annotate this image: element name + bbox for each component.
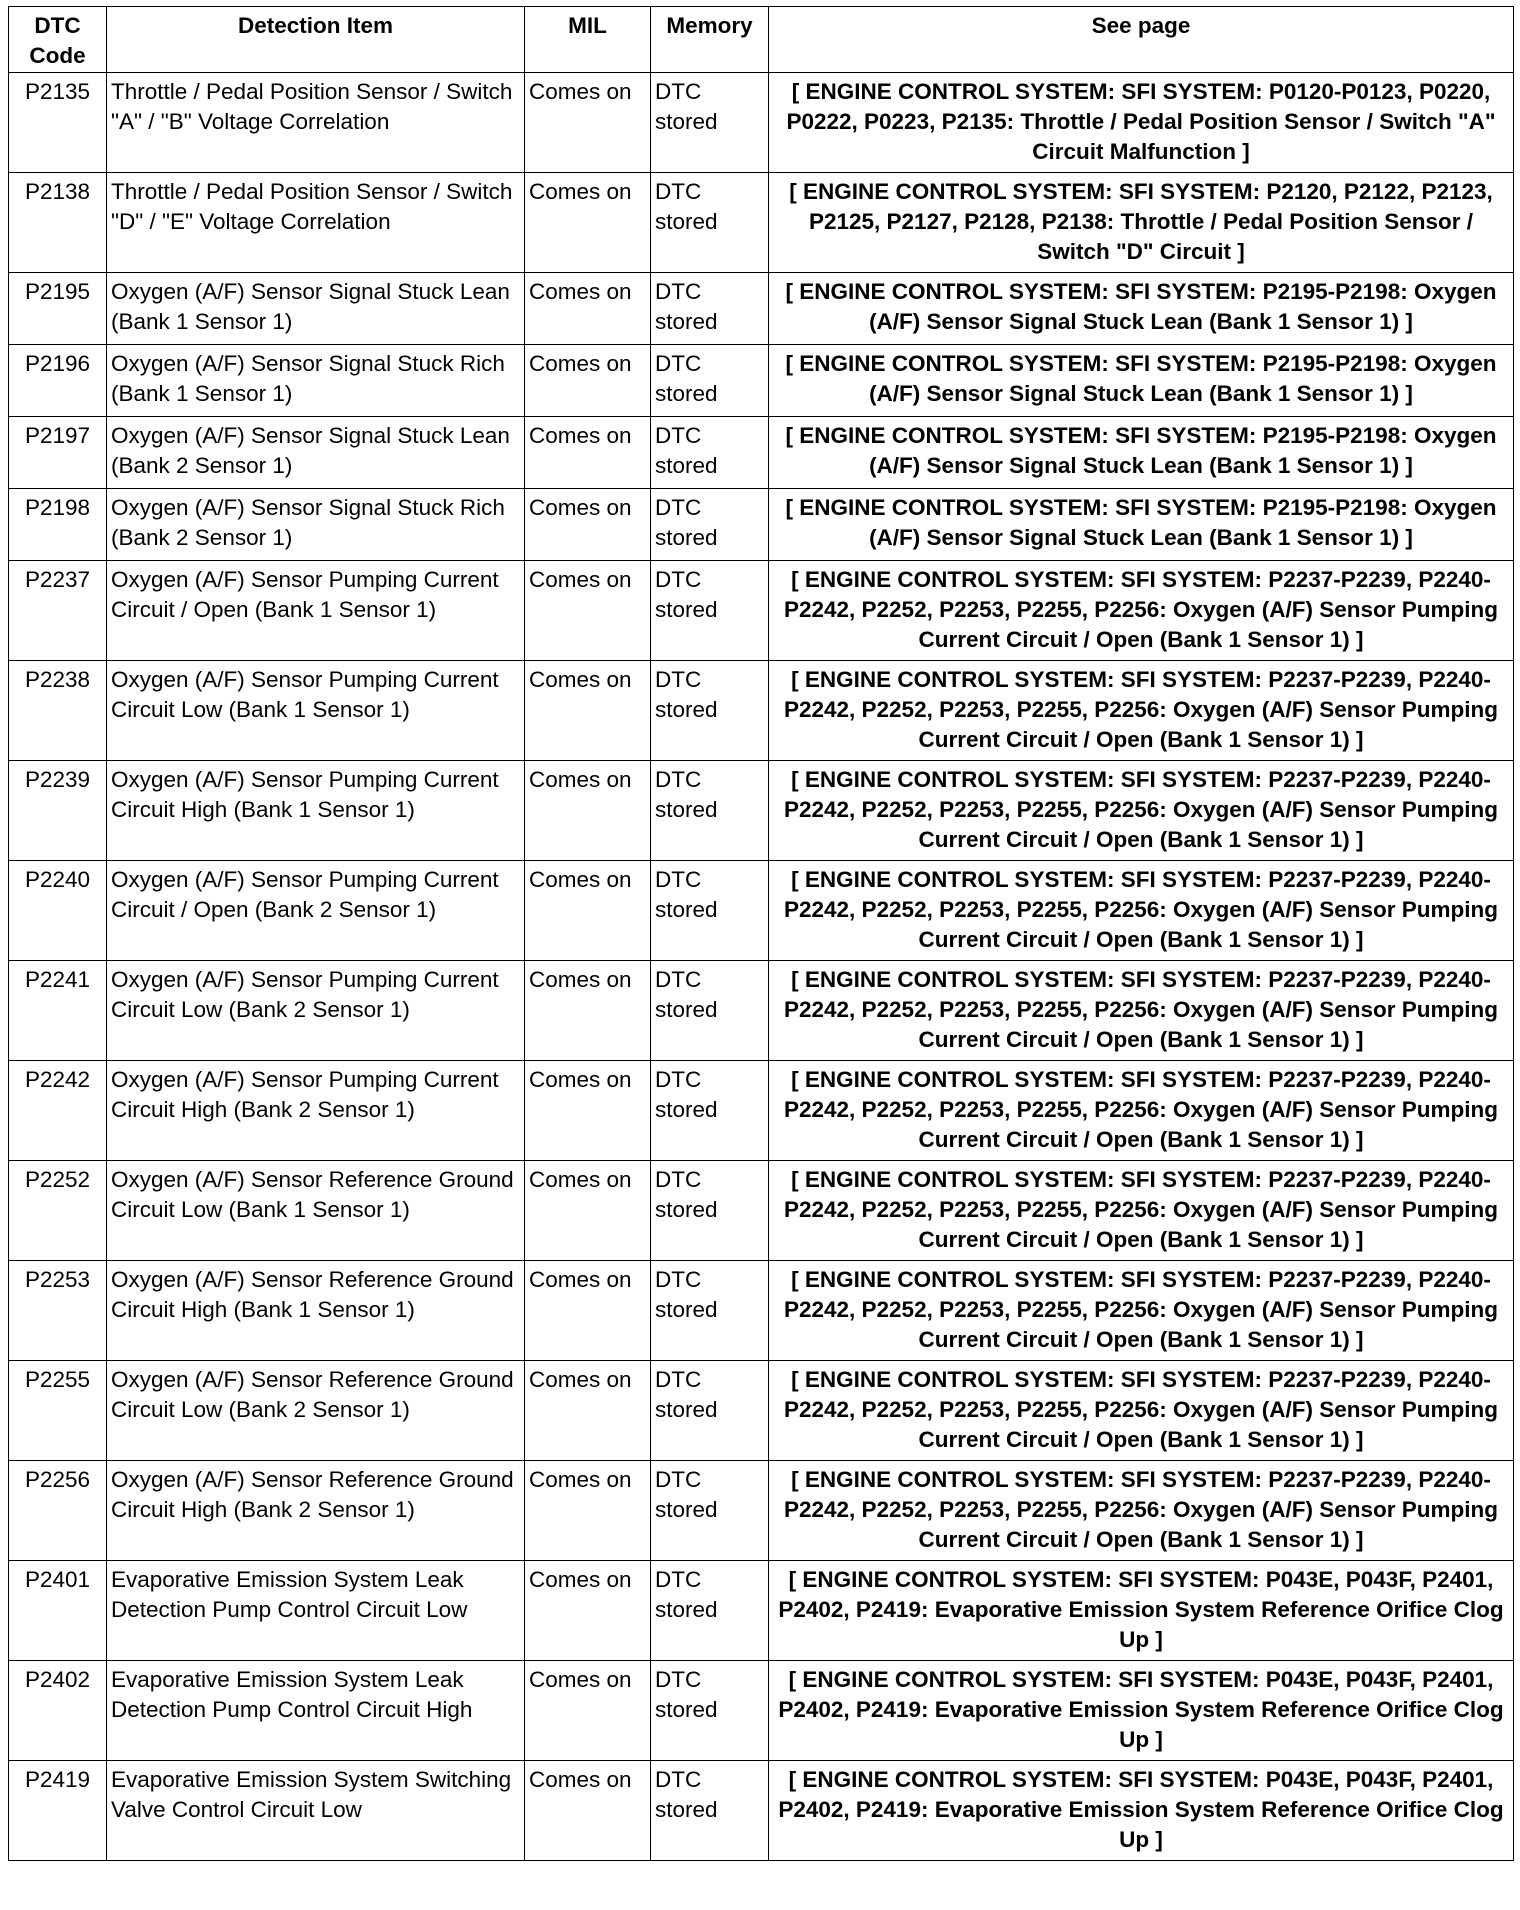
memory-cell: DTC stored: [651, 561, 769, 661]
see-page-link[interactable]: [ ENGINE CONTROL SYSTEM: SFI SYSTEM: P0120-P0123, P0220, P0222, P0223, P2135: Throttle / Pedal Position Sensor / Switch "A" Circuit Malfunction ]: [769, 73, 1514, 173]
mil-cell: Comes on: [525, 345, 651, 417]
dtc-code-cell: P2195: [9, 273, 107, 345]
mil-cell: Comes on: [525, 761, 651, 861]
dtc-code-cell: P2196: [9, 345, 107, 417]
table-row: [9, 1061, 1514, 1161]
dtc-code-cell: P2138: [9, 173, 107, 273]
mil-cell: Comes on: [525, 1661, 651, 1761]
memory-cell: DTC stored: [651, 1761, 769, 1861]
table-row: [9, 173, 1514, 273]
dtc-code-cell: P2198: [9, 489, 107, 561]
table-row: [9, 417, 1514, 489]
dtc-code-cell: P2242: [9, 1061, 107, 1161]
see-page-link[interactable]: [ ENGINE CONTROL SYSTEM: SFI SYSTEM: P2237-P2239, P2240-P2242, P2252, P2253, P2255, P2256: Oxygen (A/F) Sensor Pumping Current Circuit / Open (Bank 1 Sensor 1) ]: [769, 1061, 1514, 1161]
header-dtc-code: DTC Code: [9, 7, 107, 73]
dtc-code-cell: P2401: [9, 1561, 107, 1661]
see-page-link[interactable]: [ ENGINE CONTROL SYSTEM: SFI SYSTEM: P2237-P2239, P2240-P2242, P2252, P2253, P2255, P2256: Oxygen (A/F) Sensor Pumping Current Circuit / Open (Bank 1 Sensor 1) ]: [769, 761, 1514, 861]
mil-cell: Comes on: [525, 661, 651, 761]
table-row: [9, 489, 1514, 561]
see-page-link[interactable]: [ ENGINE CONTROL SYSTEM: SFI SYSTEM: P043E, P043F, P2401, P2402, P2419: Evaporative Emission System Reference Orifice Clog Up ]: [769, 1761, 1514, 1861]
table-row: [9, 1161, 1514, 1261]
memory-cell: DTC stored: [651, 489, 769, 561]
mil-cell: Comes on: [525, 73, 651, 173]
table-row: [9, 861, 1514, 961]
mil-cell: Comes on: [525, 1161, 651, 1261]
header-memory: Memory: [651, 7, 769, 73]
dtc-code-cell: P2241: [9, 961, 107, 1061]
mil-cell: Comes on: [525, 173, 651, 273]
dtc-code-cell: P2419: [9, 1761, 107, 1861]
memory-cell: DTC stored: [651, 761, 769, 861]
detection-item-cell: Oxygen (A/F) Sensor Reference Ground Circuit High (Bank 1 Sensor 1): [107, 1261, 525, 1361]
see-page-link[interactable]: [ ENGINE CONTROL SYSTEM: SFI SYSTEM: P2195-P2198: Oxygen (A/F) Sensor Signal Stuck Lean (Bank 1 Sensor 1) ]: [769, 417, 1514, 489]
detection-item-cell: Oxygen (A/F) Sensor Pumping Current Circuit Low (Bank 1 Sensor 1): [107, 661, 525, 761]
dtc-code-cell: P2255: [9, 1361, 107, 1461]
detection-item-cell: Oxygen (A/F) Sensor Signal Stuck Lean (Bank 2 Sensor 1): [107, 417, 525, 489]
mil-cell: Comes on: [525, 489, 651, 561]
see-page-link[interactable]: [ ENGINE CONTROL SYSTEM: SFI SYSTEM: P043E, P043F, P2401, P2402, P2419: Evaporative Emission System Reference Orifice Clog Up ]: [769, 1661, 1514, 1761]
detection-item-cell: Oxygen (A/F) Sensor Reference Ground Circuit High (Bank 2 Sensor 1): [107, 1461, 525, 1561]
detection-item-cell: Oxygen (A/F) Sensor Pumping Current Circuit High (Bank 2 Sensor 1): [107, 1061, 525, 1161]
mil-cell: Comes on: [525, 1261, 651, 1361]
mil-cell: Comes on: [525, 1561, 651, 1661]
detection-item-cell: Oxygen (A/F) Sensor Pumping Current Circuit / Open (Bank 2 Sensor 1): [107, 861, 525, 961]
table-row: [9, 1261, 1514, 1361]
detection-item-cell: Throttle / Pedal Position Sensor / Switch "D" / "E" Voltage Correlation: [107, 173, 525, 273]
see-page-link[interactable]: [ ENGINE CONTROL SYSTEM: SFI SYSTEM: P2237-P2239, P2240-P2242, P2252, P2253, P2255, P2256: Oxygen (A/F) Sensor Pumping Current Circuit / Open (Bank 1 Sensor 1) ]: [769, 961, 1514, 1061]
see-page-link[interactable]: [ ENGINE CONTROL SYSTEM: SFI SYSTEM: P2237-P2239, P2240-P2242, P2252, P2253, P2255, P2256: Oxygen (A/F) Sensor Pumping Current Circuit / Open (Bank 1 Sensor 1) ]: [769, 1361, 1514, 1461]
memory-cell: DTC stored: [651, 1061, 769, 1161]
mil-cell: Comes on: [525, 273, 651, 345]
memory-cell: DTC stored: [651, 661, 769, 761]
table-row: [9, 961, 1514, 1061]
detection-item-cell: Oxygen (A/F) Sensor Reference Ground Circuit Low (Bank 1 Sensor 1): [107, 1161, 525, 1261]
dtc-code-cell: P2237: [9, 561, 107, 661]
detection-item-cell: Oxygen (A/F) Sensor Pumping Current Circuit / Open (Bank 1 Sensor 1): [107, 561, 525, 661]
mil-cell: Comes on: [525, 1761, 651, 1861]
mil-cell: Comes on: [525, 1061, 651, 1161]
detection-item-cell: Oxygen (A/F) Sensor Pumping Current Circuit High (Bank 1 Sensor 1): [107, 761, 525, 861]
table-row: [9, 561, 1514, 661]
memory-cell: DTC stored: [651, 1261, 769, 1361]
detection-item-cell: Oxygen (A/F) Sensor Pumping Current Circuit Low (Bank 2 Sensor 1): [107, 961, 525, 1061]
header-detection-item: Detection Item: [107, 7, 525, 73]
mil-cell: Comes on: [525, 417, 651, 489]
memory-cell: DTC stored: [651, 1461, 769, 1561]
detection-item-cell: Oxygen (A/F) Sensor Signal Stuck Rich (Bank 1 Sensor 1): [107, 345, 525, 417]
memory-cell: DTC stored: [651, 1161, 769, 1261]
see-page-link[interactable]: [ ENGINE CONTROL SYSTEM: SFI SYSTEM: P2237-P2239, P2240-P2242, P2252, P2253, P2255, P2256: Oxygen (A/F) Sensor Pumping Current Circuit / Open (Bank 1 Sensor 1) ]: [769, 1161, 1514, 1261]
see-page-link[interactable]: [ ENGINE CONTROL SYSTEM: SFI SYSTEM: P2195-P2198: Oxygen (A/F) Sensor Signal Stuck Lean (Bank 1 Sensor 1) ]: [769, 345, 1514, 417]
detection-item-cell: Evaporative Emission System Leak Detection Pump Control Circuit Low: [107, 1561, 525, 1661]
table-row: [9, 661, 1514, 761]
see-page-link[interactable]: [ ENGINE CONTROL SYSTEM: SFI SYSTEM: P2237-P2239, P2240-P2242, P2252, P2253, P2255, P2256: Oxygen (A/F) Sensor Pumping Current Circuit / Open (Bank 1 Sensor 1) ]: [769, 1261, 1514, 1361]
dtc-code-cell: P2135: [9, 73, 107, 173]
mil-cell: Comes on: [525, 861, 651, 961]
memory-cell: DTC stored: [651, 173, 769, 273]
memory-cell: DTC stored: [651, 961, 769, 1061]
table-row: [9, 1661, 1514, 1761]
dtc-code-cell: P2253: [9, 1261, 107, 1361]
table-row: [9, 1361, 1514, 1461]
detection-item-cell: Oxygen (A/F) Sensor Reference Ground Circuit Low (Bank 2 Sensor 1): [107, 1361, 525, 1461]
see-page-link[interactable]: [ ENGINE CONTROL SYSTEM: SFI SYSTEM: P2237-P2239, P2240-P2242, P2252, P2253, P2255, P2256: Oxygen (A/F) Sensor Pumping Current Circuit / Open (Bank 1 Sensor 1) ]: [769, 561, 1514, 661]
table-row: [9, 273, 1514, 345]
detection-item-cell: Throttle / Pedal Position Sensor / Switch "A" / "B" Voltage Correlation: [107, 73, 525, 173]
table-body: [9, 73, 1514, 1861]
see-page-link[interactable]: [ ENGINE CONTROL SYSTEM: SFI SYSTEM: P2195-P2198: Oxygen (A/F) Sensor Signal Stuck Lean (Bank 1 Sensor 1) ]: [769, 489, 1514, 561]
dtc-code-cell: P2252: [9, 1161, 107, 1261]
table-row: [9, 761, 1514, 861]
dtc-code-cell: P2238: [9, 661, 107, 761]
dtc-code-cell: P2239: [9, 761, 107, 861]
table-header-row: [9, 7, 1514, 73]
mil-cell: Comes on: [525, 561, 651, 661]
table-row: [9, 1761, 1514, 1861]
memory-cell: DTC stored: [651, 345, 769, 417]
table-row: [9, 345, 1514, 417]
memory-cell: DTC stored: [651, 273, 769, 345]
dtc-table-container: [8, 6, 1514, 1861]
table-row: [9, 1461, 1514, 1561]
dtc-table: [8, 6, 1514, 1861]
dtc-code-cell: P2240: [9, 861, 107, 961]
see-page-link[interactable]: [ ENGINE CONTROL SYSTEM: SFI SYSTEM: P2237-P2239, P2240-P2242, P2252, P2253, P2255, P2256: Oxygen (A/F) Sensor Pumping Current Circuit / Open (Bank 1 Sensor 1) ]: [769, 661, 1514, 761]
dtc-code-cell: P2256: [9, 1461, 107, 1561]
memory-cell: DTC stored: [651, 861, 769, 961]
detection-item-cell: Evaporative Emission System Switching Valve Control Circuit Low: [107, 1761, 525, 1861]
memory-cell: DTC stored: [651, 1661, 769, 1761]
detection-item-cell: Evaporative Emission System Leak Detection Pump Control Circuit High: [107, 1661, 525, 1761]
detection-item-cell: Oxygen (A/F) Sensor Signal Stuck Rich (Bank 2 Sensor 1): [107, 489, 525, 561]
header-see-page: See page: [769, 7, 1514, 73]
see-page-link[interactable]: [ ENGINE CONTROL SYSTEM: SFI SYSTEM: P2237-P2239, P2240-P2242, P2252, P2253, P2255, P2256: Oxygen (A/F) Sensor Pumping Current Circuit / Open (Bank 1 Sensor 1) ]: [769, 1461, 1514, 1561]
mil-cell: Comes on: [525, 961, 651, 1061]
dtc-code-cell: P2402: [9, 1661, 107, 1761]
memory-cell: DTC stored: [651, 1561, 769, 1661]
see-page-link[interactable]: [ ENGINE CONTROL SYSTEM: SFI SYSTEM: P043E, P043F, P2401, P2402, P2419: Evaporative Emission System Reference Orifice Clog Up ]: [769, 1561, 1514, 1661]
memory-cell: DTC stored: [651, 417, 769, 489]
memory-cell: DTC stored: [651, 1361, 769, 1461]
memory-cell: DTC stored: [651, 73, 769, 173]
table-row: [9, 73, 1514, 173]
mil-cell: Comes on: [525, 1461, 651, 1561]
table-row: [9, 1561, 1514, 1661]
header-mil: MIL: [525, 7, 651, 73]
see-page-link[interactable]: [ ENGINE CONTROL SYSTEM: SFI SYSTEM: P2120, P2122, P2123, P2125, P2127, P2128, P2138: Throttle / Pedal Position Sensor / Switch "D" Circuit ]: [769, 173, 1514, 273]
see-page-link[interactable]: [ ENGINE CONTROL SYSTEM: SFI SYSTEM: P2237-P2239, P2240-P2242, P2252, P2253, P2255, P2256: Oxygen (A/F) Sensor Pumping Current Circuit / Open (Bank 1 Sensor 1) ]: [769, 861, 1514, 961]
dtc-code-cell: P2197: [9, 417, 107, 489]
mil-cell: Comes on: [525, 1361, 651, 1461]
detection-item-cell: Oxygen (A/F) Sensor Signal Stuck Lean (Bank 1 Sensor 1): [107, 273, 525, 345]
see-page-link[interactable]: [ ENGINE CONTROL SYSTEM: SFI SYSTEM: P2195-P2198: Oxygen (A/F) Sensor Signal Stuck Lean (Bank 1 Sensor 1) ]: [769, 273, 1514, 345]
